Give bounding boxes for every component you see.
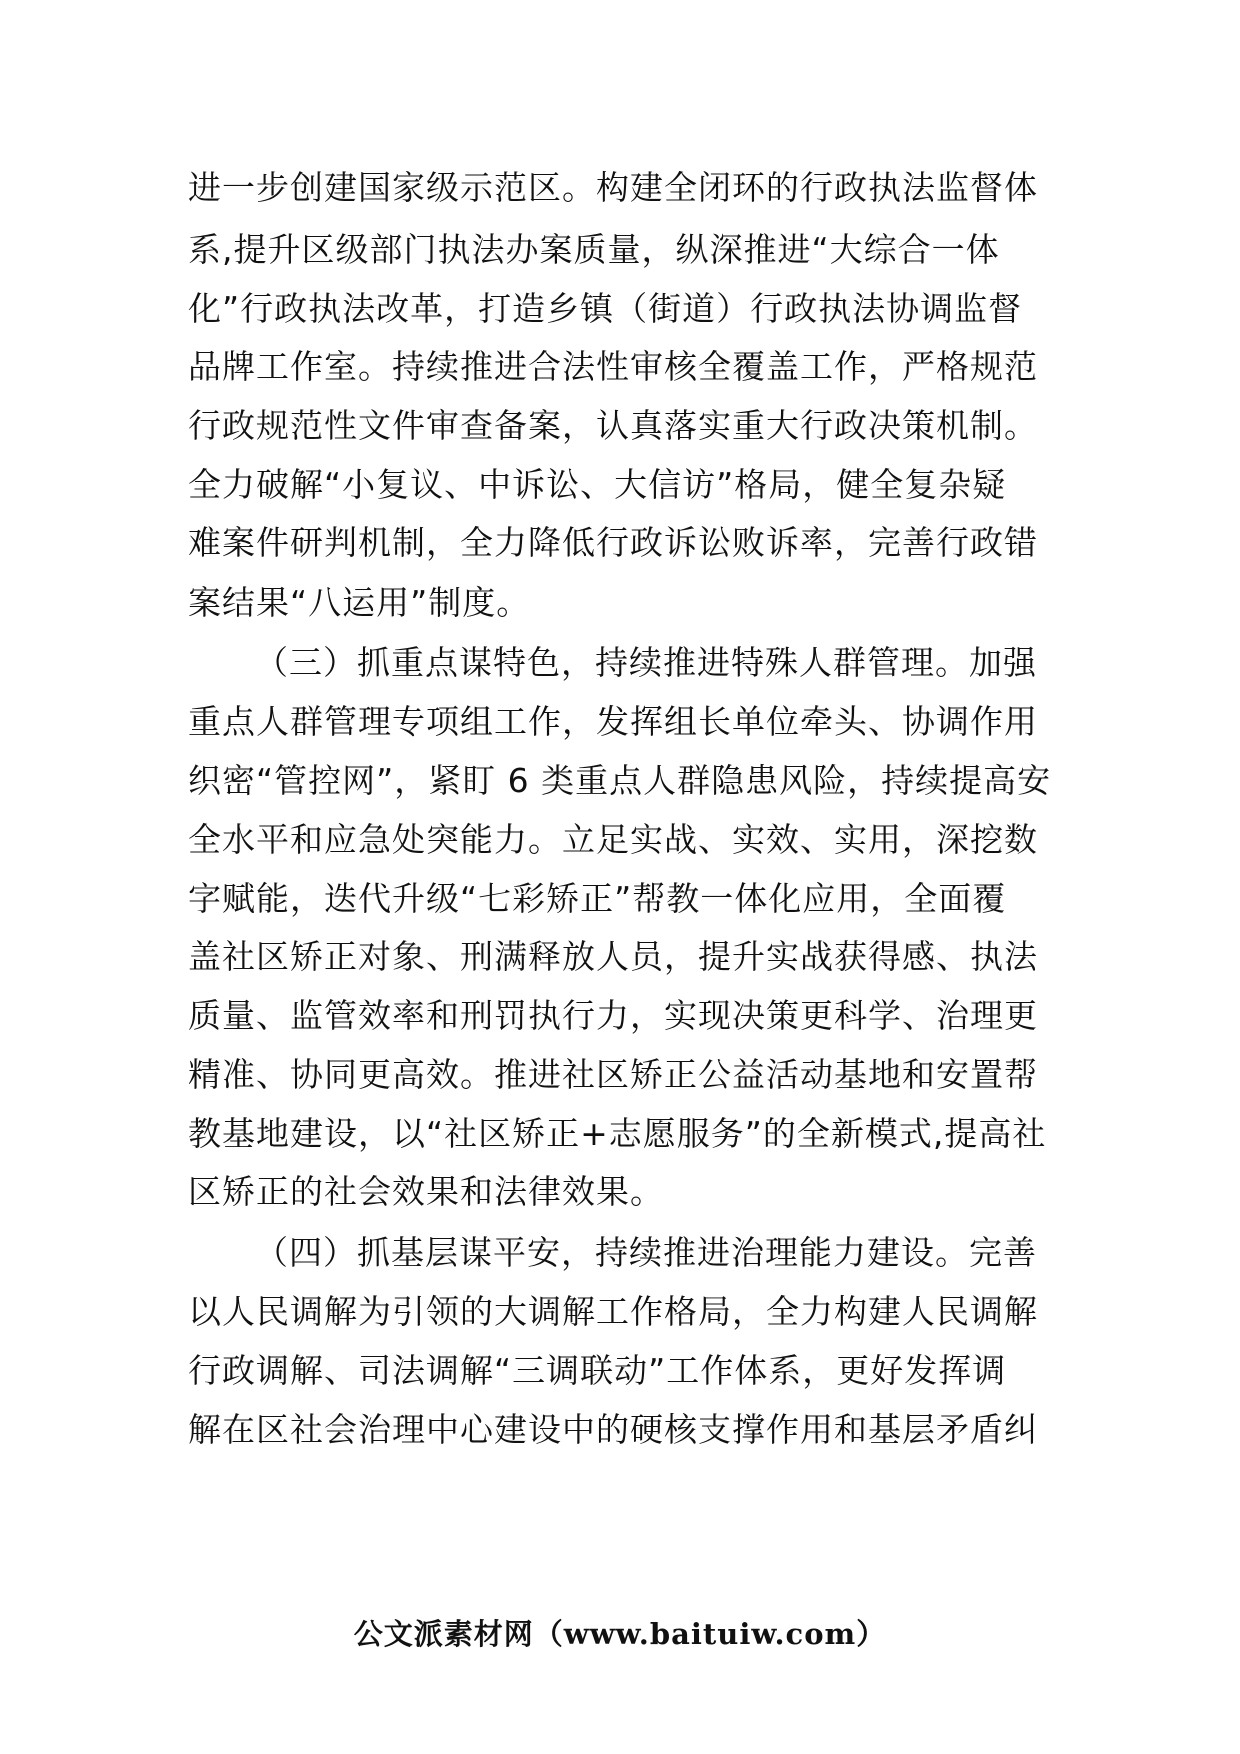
text-line: 行政规范性文件审查备案，认真落实重大行政决策机制。 (188, 406, 1038, 445)
footer-source: 公文派素材网（www.baituiw.com） (353, 1617, 887, 1651)
text-line: 行政调解、司法调解“三调联动”工作体系，更好发挥调 (188, 1351, 1007, 1390)
text-line: 品牌工作室。持续推进合法性审核全覆盖工作，严格规范 (188, 347, 1038, 386)
text-line: 难案件研判机制，全力降低行政诉讼败诉率，完善行政错 (188, 523, 1038, 562)
text-line: 盖社区矫正对象、刑满释放人员，提升实战获得感、执法 (188, 937, 1038, 976)
text-line: 全力破解“小复议、中诉讼、大信访”格局，健全复杂疑 (188, 465, 1007, 504)
text-line: 化”行政执法改革，打造乡镇（街道）行政执法协调监督 (188, 289, 1023, 328)
text-line: 案结果“八运用”制度。 (188, 583, 531, 622)
text-line: 重点人群管理专项组工作，发挥组长单位牵头、协调作用 (188, 702, 1038, 741)
text-line: 系,提升区级部门执法办案质量，纵深推进“大综合一体 (188, 230, 1000, 269)
text-line: 全水平和应急处突能力。立足实战、实效、实用，深挖数 (188, 820, 1038, 859)
text-line: 解在区社会治理中心建设中的硬核支撑作用和基层矛盾纠 (188, 1410, 1038, 1449)
text-line: （四）抓基层谋平安，持续推进治理能力建设。完善 (255, 1233, 1037, 1272)
text-line: （三）抓重点谋特色，持续推进特殊人群管理。加强 (255, 643, 1037, 682)
text-line: 织密“管控网”，紧盯 6 类重点人群隐患风险，持续提高安 (188, 761, 1052, 800)
text-line: 质量、监管效率和刑罚执行力，实现决策更科学、治理更 (188, 996, 1038, 1035)
text-line: 字赋能，迭代升级“七彩矫正”帮教一体化应用，全面覆 (188, 879, 1007, 918)
text-line: 精准、协同更高效。推进社区矫正公益活动基地和安置帮 (188, 1055, 1038, 1094)
text-line: 教基地建设，以“社区矫正+志愿服务”的全新模式,提高社 (188, 1114, 1047, 1153)
text-line: 以人民调解为引领的大调解工作格局，全力构建人民调解 (188, 1292, 1038, 1331)
text-line: 区矫正的社会效果和法律效果。 (188, 1172, 664, 1211)
text-line: 进一步创建国家级示范区。构建全闭环的行政执法监督体 (188, 168, 1038, 207)
